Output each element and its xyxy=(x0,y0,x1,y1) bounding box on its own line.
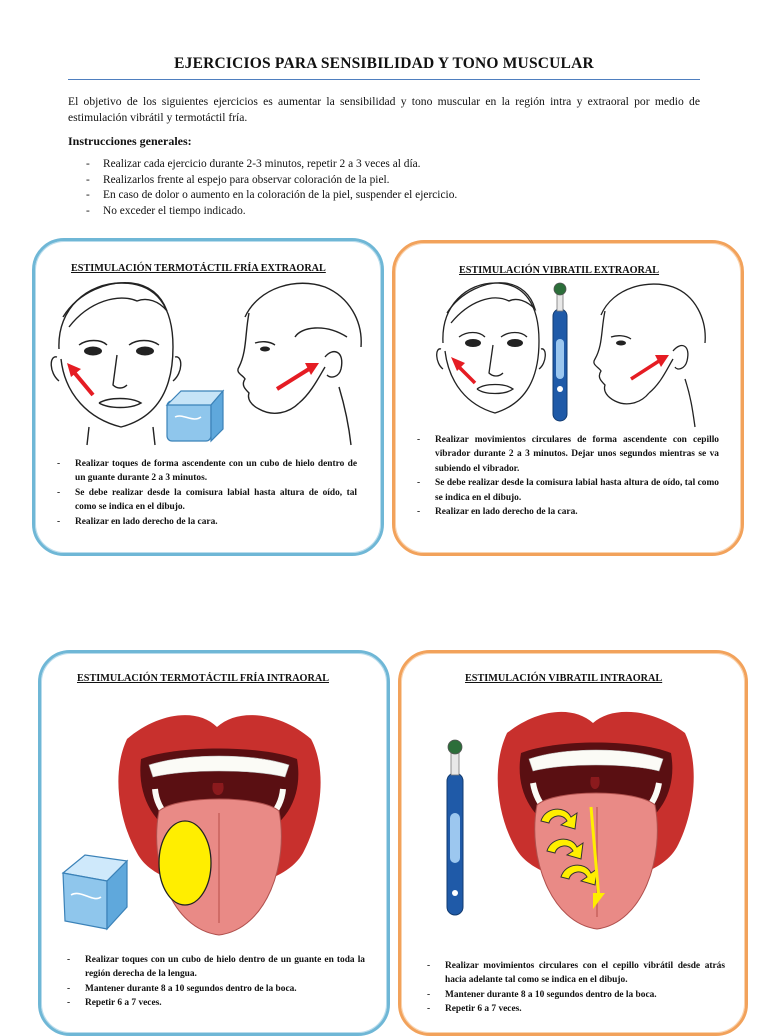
mouth-illustration xyxy=(57,703,377,943)
panel-instructions xyxy=(427,959,725,1017)
panel-thermotactile-extraoral xyxy=(32,238,384,556)
panel-instructions xyxy=(57,457,357,529)
list-item: - En caso de dolor o aumento en la coloración de la piel, suspender el ejercicio. xyxy=(86,189,458,202)
list-item: - Se debe realizar desde la comisura labial hasta altura de oído, tal como se indica en el dibujo. xyxy=(57,487,357,513)
panel-title: ESTIMULACIÓN VIBRATIL EXTRAORAL xyxy=(459,265,660,276)
list-item: - Realizarlos frente al espejo para observar coloración de la piel. xyxy=(86,173,390,186)
list-item: - Realizar en lado derecho de la cara. xyxy=(57,516,218,527)
face-illustration xyxy=(49,277,369,447)
list-item: - Realizar movimientos circulares con el cepillo vibrátil desde atrás hacia adelante tal como se indica en el dibujo. xyxy=(427,961,725,986)
intro-paragraph: El objetivo de los siguientes ejercicios es aumentar la sensibilidad y tono muscular en la región intra y extraoral por medio de estimulación vibrátil y termotáctil fría. xyxy=(68,95,700,124)
panel-instructions xyxy=(67,953,365,1011)
title-divider xyxy=(68,79,700,80)
face-illustration xyxy=(435,279,715,429)
panel-title: ESTIMULACIÓN TERMOTÁCTIL FRÍA EXTRAORAL xyxy=(71,263,326,274)
panel-title: ESTIMULACIÓN TERMOTÁCTIL FRÍA INTRAORAL xyxy=(77,673,329,684)
list-item: - Realizar movimientos circulares de forma ascendente con cepillo vibrador durante 2 a 3 minutos. Dejar unos segundos mientras se va subiendo el vibrador. xyxy=(417,435,719,474)
list-item: - No exceder el tiempo indicado. xyxy=(86,204,246,217)
page-title: EJERCICIOS PARA SENSIBILIDAD Y TONO MUSCULAR xyxy=(174,55,594,72)
general-instructions-list xyxy=(86,157,457,219)
list-item: - Mantener durante 8 a 10 segundos dentro de la boca. xyxy=(67,983,297,994)
list-item: - Se debe realizar desde la comisura labial hasta altura de oído, tal como se indica en el dibujo. xyxy=(417,478,719,503)
panel-vibratile-extraoral xyxy=(392,240,744,556)
list-item: - Repetir 6 a 7 veces. xyxy=(427,1004,522,1015)
general-instructions-heading: Instrucciones generales: xyxy=(68,134,192,148)
list-item: - Realizar cada ejercicio durante 2-3 minutos, repetir 2 a 3 veces al día. xyxy=(86,158,421,170)
panel-thermotactile-intraoral xyxy=(38,650,390,1036)
list-item: - Repetir 6 a 7 veces. xyxy=(67,998,162,1009)
list-item: - Mantener durante 8 a 10 segundos dentro de la boca. xyxy=(427,989,657,1000)
list-item: - Realizar toques de forma ascendente con un cubo de hielo dentro de un guante durante 2 a 3 minutos. xyxy=(57,459,357,484)
mouth-illustration xyxy=(441,703,741,943)
panel-title: ESTIMULACIÓN VIBRATIL INTRAORAL xyxy=(465,673,663,684)
panel-vibratile-intraoral xyxy=(398,650,748,1036)
list-item: - Realizar en lado derecho de la cara. xyxy=(417,507,578,518)
panel-instructions xyxy=(417,433,719,519)
list-item: - Realizar toques con un cubo de hielo dentro de un guante en toda la región derecha de la lengua. xyxy=(67,955,365,980)
